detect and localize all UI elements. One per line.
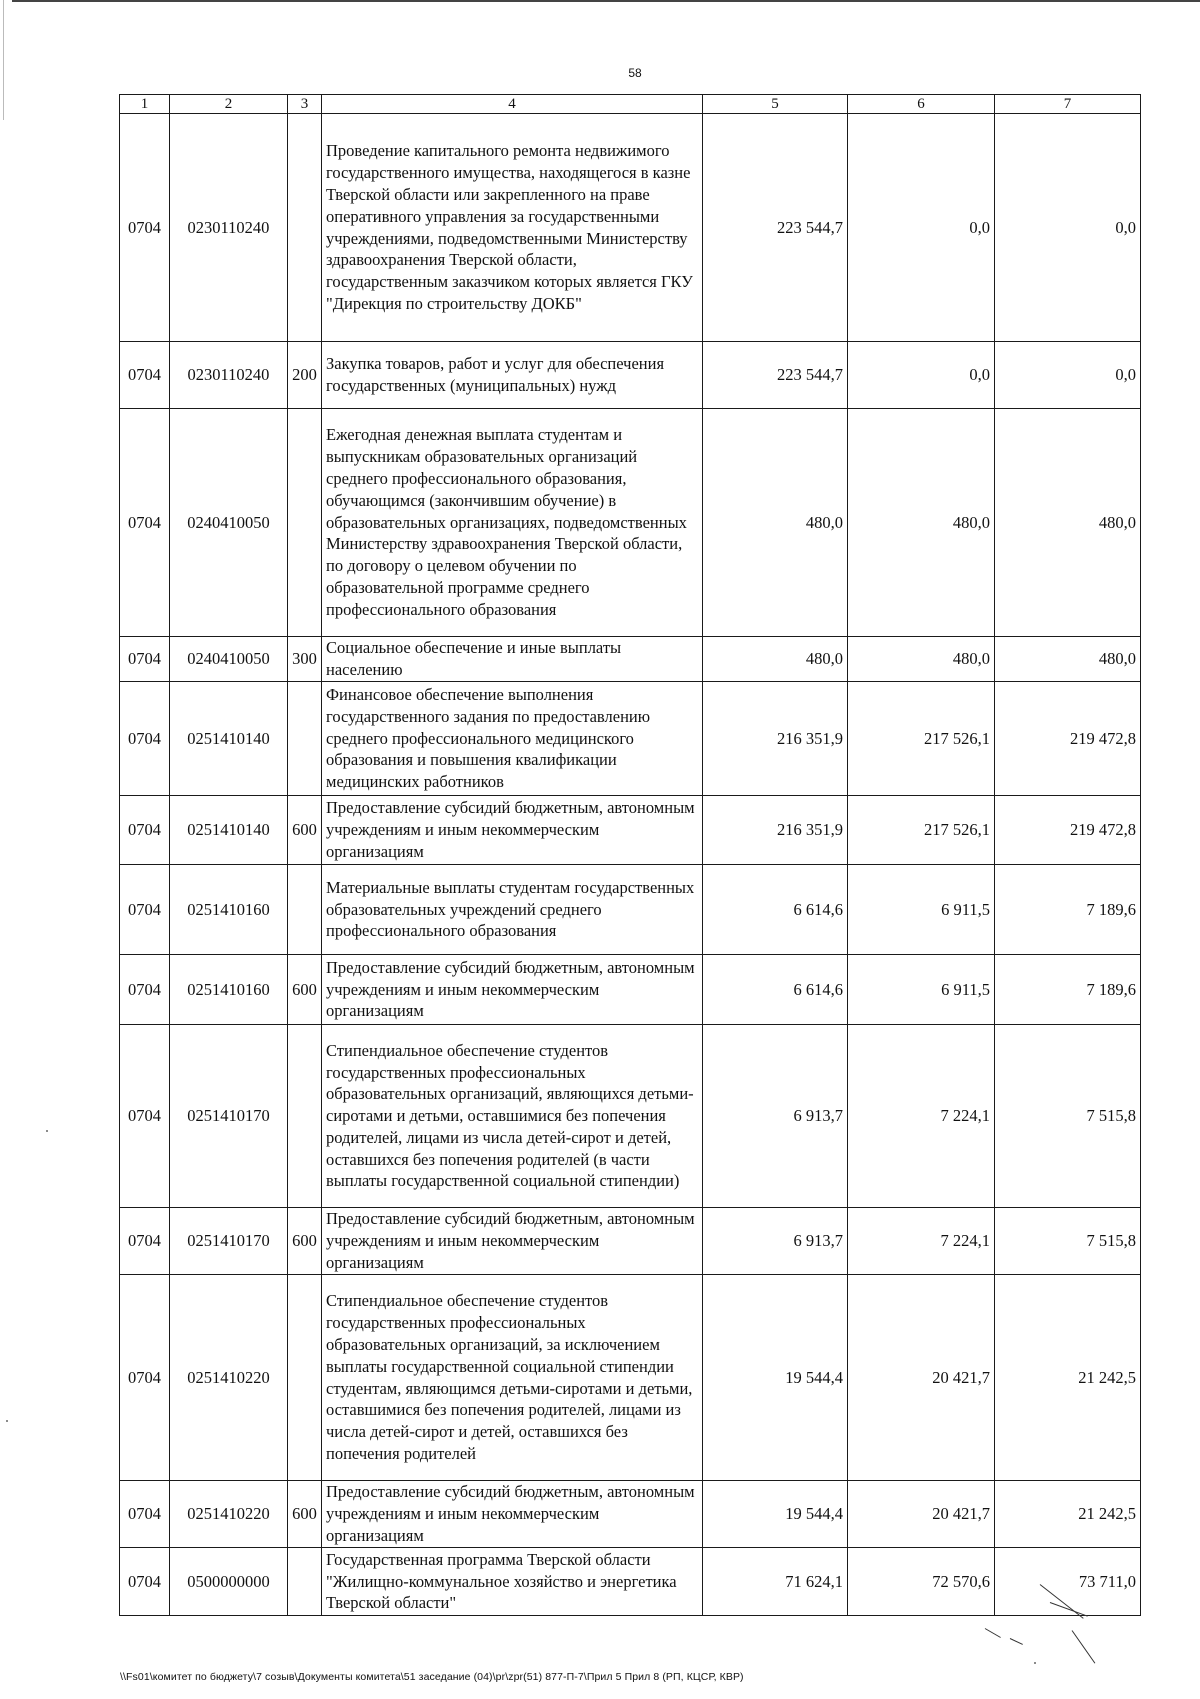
target-article-code: 0251410140	[170, 682, 288, 796]
section-code: 0704	[120, 409, 170, 637]
row-description: Проведение капитального ремонта недвижимого государственного имущества, находящегося в казне Тверской области или закрепленного на праве оперативного управления за государственными учреждениями, подведомственными Министерству здравоохранения Тверской области, государственным заказчиком которых является ГКУ "Дирекция по строительству ДОКБ"	[322, 114, 703, 342]
expense-type-code	[288, 1548, 322, 1616]
amount-col5: 216 351,9	[703, 682, 848, 796]
amount-col6: 20 421,7	[848, 1481, 995, 1548]
target-article-code: 0251410160	[170, 955, 288, 1025]
row-description: Предоставление субсидий бюджетным, автономным учреждениям и иным некоммерческим организациям	[322, 1481, 703, 1548]
amount-col6: 217 526,1	[848, 682, 995, 796]
table-row	[120, 865, 1141, 955]
scan-speck	[46, 1130, 48, 1132]
column-number-row	[120, 95, 1141, 114]
table-row	[120, 409, 1141, 637]
expense-type-code: 600	[288, 796, 322, 865]
pen-mark	[985, 1628, 1001, 1638]
amount-col6: 72 570,6	[848, 1548, 995, 1616]
target-article-code: 0251410170	[170, 1025, 288, 1208]
table-row	[120, 1548, 1141, 1616]
section-code: 0704	[120, 114, 170, 342]
target-article-code: 0240410050	[170, 637, 288, 682]
amount-col7: 0,0	[995, 342, 1141, 409]
target-article-code: 0251410170	[170, 1208, 288, 1275]
row-description: Закупка товаров, работ и услуг для обеспечения государственных (муниципальных) нужд	[322, 342, 703, 409]
section-code: 0704	[120, 1208, 170, 1275]
amount-col5: 480,0	[703, 637, 848, 682]
table-row	[120, 682, 1141, 796]
target-article-code: 0230110240	[170, 342, 288, 409]
table-row	[120, 114, 1141, 342]
row-description: Финансовое обеспечение выполнения государственного задания по предоставлению среднего профессионального медицинского образования и повышения квалификации медицинских работников	[322, 682, 703, 796]
amount-col5: 223 544,7	[703, 114, 848, 342]
amount-col5: 6 913,7	[703, 1025, 848, 1208]
page-number: 58	[628, 66, 642, 80]
amount-col7: 21 242,5	[995, 1481, 1141, 1548]
expense-type-code	[288, 1025, 322, 1208]
row-description: Материальные выплаты студентам государственных образовательных учреждений среднего профессионального образования	[322, 865, 703, 955]
section-code: 0704	[120, 955, 170, 1025]
amount-col7: 219 472,8	[995, 682, 1141, 796]
table-row	[120, 1208, 1141, 1275]
expense-type-code	[288, 682, 322, 796]
row-description: Предоставление субсидий бюджетным, автономным учреждениям и иным некоммерческим организациям	[322, 1208, 703, 1275]
amount-col7: 7 515,8	[995, 1208, 1141, 1275]
section-code: 0704	[120, 1481, 170, 1548]
amount-col6: 7 224,1	[848, 1025, 995, 1208]
amount-col7: 480,0	[995, 409, 1141, 637]
col-header-3: 3	[288, 95, 322, 114]
pen-mark	[1010, 1638, 1023, 1645]
row-description: Стипендиальное обеспечение студентов государственных профессиональных образовательных организаций, являющихся детьми-сиротами и детьми, оставшимися без попечения родителей, лицами из числа детей-сирот и детей, оставшихся без попечения родителей (в части выплаты государственной социальной стипендии)	[322, 1025, 703, 1208]
amount-col7: 480,0	[995, 637, 1141, 682]
section-code: 0704	[120, 637, 170, 682]
target-article-code: 0251410140	[170, 796, 288, 865]
target-article-code: 0500000000	[170, 1548, 288, 1616]
amount-col5: 71 624,1	[703, 1548, 848, 1616]
amount-col7: 219 472,8	[995, 796, 1141, 865]
expense-type-code: 600	[288, 1208, 322, 1275]
expense-type-code	[288, 409, 322, 637]
amount-col5: 480,0	[703, 409, 848, 637]
target-article-code: 0240410050	[170, 409, 288, 637]
table-row	[120, 637, 1141, 682]
col-header-6: 6	[848, 95, 995, 114]
table-row	[120, 1275, 1141, 1481]
amount-col7: 7 189,6	[995, 865, 1141, 955]
table-row	[120, 796, 1141, 865]
amount-col7: 0,0	[995, 114, 1141, 342]
expense-type-code: 600	[288, 1481, 322, 1548]
scan-speck	[1034, 1662, 1036, 1664]
amount-col5: 223 544,7	[703, 342, 848, 409]
amount-col5: 6 913,7	[703, 1208, 848, 1275]
target-article-code: 0251410220	[170, 1275, 288, 1481]
amount-col6: 7 224,1	[848, 1208, 995, 1275]
col-header-1: 1	[120, 95, 170, 114]
section-code: 0704	[120, 342, 170, 409]
col-header-7: 7	[995, 95, 1141, 114]
scan-speck	[6, 1420, 8, 1422]
amount-col7: 7 189,6	[995, 955, 1141, 1025]
amount-col7: 73 711,0	[995, 1548, 1141, 1616]
col-header-4: 4	[322, 95, 703, 114]
amount-col6: 6 911,5	[848, 955, 995, 1025]
scan-border-top	[12, 0, 1200, 2]
row-description: Государственная программа Тверской области "Жилищно-коммунальное хозяйство и энергетика Тверской области"	[322, 1548, 703, 1616]
expense-type-code	[288, 865, 322, 955]
amount-col5: 19 544,4	[703, 1275, 848, 1481]
expense-type-code	[288, 114, 322, 342]
amount-col6: 20 421,7	[848, 1275, 995, 1481]
section-code: 0704	[120, 1025, 170, 1208]
table-row	[120, 1481, 1141, 1548]
amount-col5: 216 351,9	[703, 796, 848, 865]
row-description: Стипендиальное обеспечение студентов государственных профессиональных образовательных организаций, за исключением выплаты государственной социальной стипендии студентам, являющимся детьми-сиротами и детьми, оставшимися без попечения родителей, лицами из числа детей-сирот и детей, оставшихся без попечения родителей	[322, 1275, 703, 1481]
amount-col6: 6 911,5	[848, 865, 995, 955]
section-code: 0704	[120, 796, 170, 865]
section-code: 0704	[120, 682, 170, 796]
amount-col6: 0,0	[848, 342, 995, 409]
row-description: Предоставление субсидий бюджетным, автономным учреждениям и иным некоммерческим организациям	[322, 796, 703, 865]
amount-col5: 19 544,4	[703, 1481, 848, 1548]
row-description: Ежегодная денежная выплата студентам и выпускникам образовательных организаций среднего профессионального образования, обучающимся (закончившим обучение) в образовательных организациях, подведомственных Министерству здравоохранения Тверской области, по договору о целевом обучении по образовательной программе среднего профессионального образования	[322, 409, 703, 637]
amount-col7: 7 515,8	[995, 1025, 1141, 1208]
col-header-5: 5	[703, 95, 848, 114]
target-article-code: 0230110240	[170, 114, 288, 342]
pen-mark	[1072, 1630, 1096, 1663]
amount-col6: 217 526,1	[848, 796, 995, 865]
amount-col5: 6 614,6	[703, 955, 848, 1025]
row-description: Предоставление субсидий бюджетным, автономным учреждениям и иным некоммерческим организациям	[322, 955, 703, 1025]
table-row	[120, 342, 1141, 409]
col-header-2: 2	[170, 95, 288, 114]
section-code: 0704	[120, 1275, 170, 1481]
expense-type-code: 200	[288, 342, 322, 409]
amount-col6: 480,0	[848, 409, 995, 637]
target-article-code: 0251410160	[170, 865, 288, 955]
row-description: Социальное обеспечение и иные выплаты населению	[322, 637, 703, 682]
amount-col6: 480,0	[848, 637, 995, 682]
table-row	[120, 1025, 1141, 1208]
section-code: 0704	[120, 865, 170, 955]
expense-type-code	[288, 1275, 322, 1481]
budget-table	[119, 94, 1141, 1616]
scan-border-left	[3, 0, 4, 120]
expense-type-code: 600	[288, 955, 322, 1025]
expense-type-code: 300	[288, 637, 322, 682]
amount-col7: 21 242,5	[995, 1275, 1141, 1481]
table-row	[120, 955, 1141, 1025]
amount-col5: 6 614,6	[703, 865, 848, 955]
target-article-code: 0251410220	[170, 1481, 288, 1548]
section-code: 0704	[120, 1548, 170, 1616]
amount-col6: 0,0	[848, 114, 995, 342]
file-path-footer: \\Fs01\комитет по бюджету\7 созыв\Документы комитета\51 заседание (04)\pr\zpr(51) 877-П-7\Прил 5 Прил 8 (РП, КЦСР, КВР)	[120, 1671, 744, 1683]
